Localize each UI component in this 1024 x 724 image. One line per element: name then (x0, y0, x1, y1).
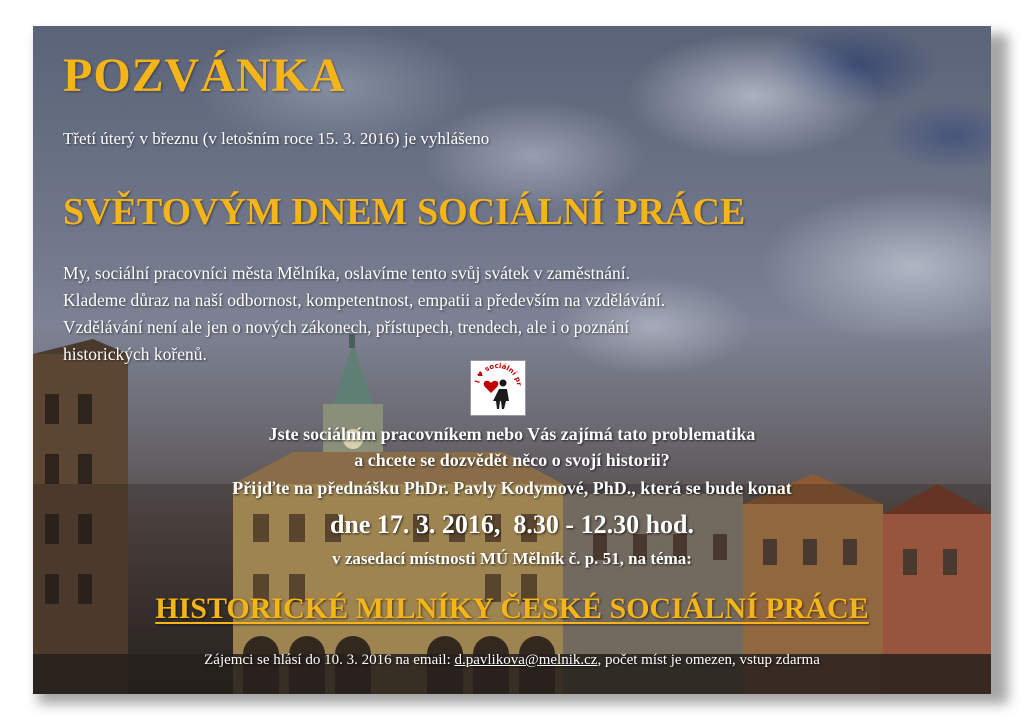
invitation-poster (33, 26, 991, 694)
poster-content (33, 26, 991, 694)
footer-text-after: , počet míst je omezen, vstup zdarma (597, 652, 820, 668)
logo-text: I ♥ sociální pr (473, 361, 523, 387)
page-title: POZVÁNKA (63, 49, 346, 102)
intro-text: Třetí úterý v březnu (v letošním roce 15. 3. 2016) je vyhlášeno (63, 129, 490, 148)
heart-figure-icon (471, 361, 525, 415)
footer-text-before: Zájemci se hlásí do 10. 3. 2016 na email: (204, 652, 455, 668)
question-line-1: Jste sociálním pracovníkem nebo Vás zajímá tato problematika (268, 424, 756, 444)
email-link[interactable]: d.pavlikova@melnik.cz (454, 652, 598, 668)
lecture-topic: HISTORICKÉ MILNÍKY ČESKÉ SOCIÁLNÍ PRÁCE (155, 592, 869, 625)
event-date-time: dne 17. 3. 2016, 8.30 - 12.30 hod. (329, 510, 695, 539)
headline: SVĚTOVÝM DNEM SOCIÁLNÍ PRÁCE (63, 191, 746, 233)
event-place: v zasedací místnosti MÚ Mělník č. p. 51, na téma: (332, 549, 692, 568)
question-line-2: a chcete se dozvědět něco o svojí historii? (354, 450, 670, 470)
body-line: Vzdělávání není ale jen o nových zákonech, přístupech, trendech, ale i o poznání (63, 317, 630, 337)
lecture-invitation-line: Přijďte na přednášku PhDr. Pavly Kodymové, PhD., která se bude konat (232, 478, 792, 498)
body-paragraph (63, 260, 923, 368)
body-line: historických kořenů. (63, 344, 207, 364)
body-line: Klademe důraz na naší odbornost, kompetentnost, empatii a především na vzdělávání. (63, 290, 666, 310)
social-work-logo (470, 360, 526, 416)
body-line: My, sociální pracovníci města Mělníka, oslavíme tento svůj svátek v zaměstnání. (63, 263, 630, 283)
registration-footer (33, 652, 991, 669)
